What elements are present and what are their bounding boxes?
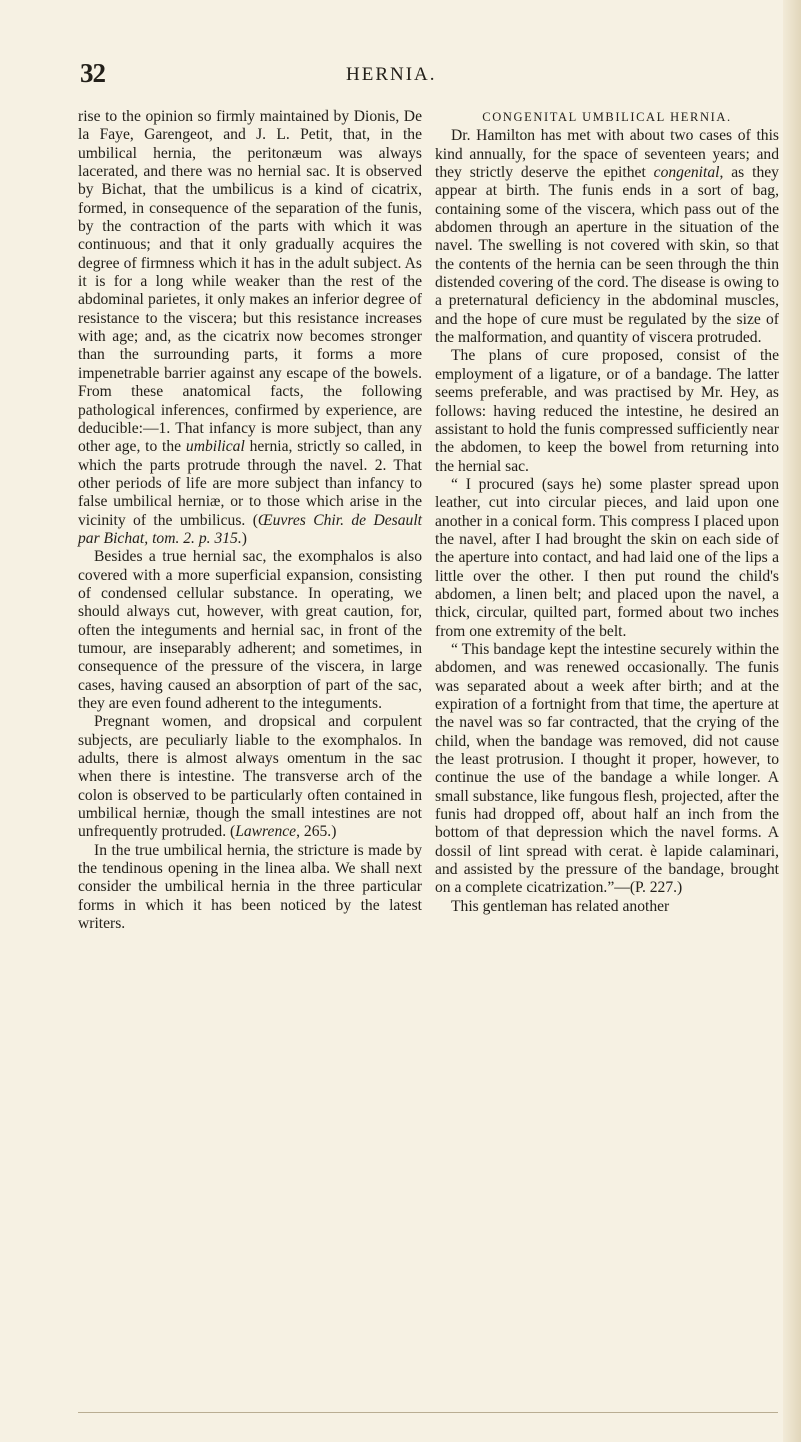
paragraph: The plans of cure proposed, consist of the employment of a ligature, or of a bandage. The latter seems preferable, and was practised by Mr. Hey, as follows: having reduced the intestine, he desired an assistant to hold the funis compressed sufficiently near the abdomen, to keep the bowel from returning into the hernial sac. xyxy=(435,347,779,475)
right-column xyxy=(435,108,779,916)
quoted-paragraph: “ I procured (says he) some plaster spread upon leather, cut into circular pieces, and laid upon one another in a conical form. This compress I placed upon the navel, after I had brought the skin on each side of the aperture into contact, and had laid one of the lips a little over the other. I then put round the child's abdomen, a linen belt; and placed upon the navel, a thick, circular, quilted part, formed about two inches from one extremity of the belt. xyxy=(435,475,779,640)
paragraph: This gentleman has related another xyxy=(451,897,670,915)
paragraph: rise to the opinion so firmly maintained by Dionis, De la Faye, Garengeot, and J. L. Petit, that, in the umbilical hernia, the peritonæum was always lacerated, and there was no hernial sac. It is observed by Bichat, that the umbilicus is a kind of cicatrix, formed, in consequence of the separation of the funis, by the contraction of the parts with which it was continuous; and that it only gradually acquires the degree of firmness which it has in the adult subject. As it is for a long while weaker than the rest of the abdominal parietes, it only makes an inferior degree of resistance to the viscera; but this resistance increases with age; and, as the cicatrix now becomes stronger than the surrounding parts, it forms a more impenetrable barrier against any escape of the bowels. From these anatomical facts, the following pathological inferences, confirmed by experience, are deducible:—1. That infancy is more subject, than any other age, to the umbilical hernia, strictly so called, in which the parts protrude through the navel. 2. That other periods of life are more subject than infancy to false umbilical herniæ, or to those which arise in the vicinity of the umbilicus. (Œuvres Chir. de Desault par Bichat, tom. 2. p. 315.) xyxy=(78,108,423,547)
citation: Lawrence xyxy=(235,823,297,841)
bottom-rule xyxy=(78,1412,778,1413)
page-number: 32 xyxy=(80,58,105,88)
paragraph: Dr. Hamilton has met with about two cases of this kind annually, for the space of seventeen years; and they strictly deserve the epithet congenital, as they appear at birth. The funis ends in a sort of bag, containing some of the viscera, which pass out of the abdomen through an aperture in the situation of the navel. The swelling is not covered with skin, so that the contents of the hernia can be seen through the thin distended covering of the cord. The disease is owing to a preternatural deficiency in the abdominal muscles, and the hope of cure must be regulated by the size of the malformation, and quantity of viscera protruded. xyxy=(435,127,779,347)
quoted-paragraph: “ This bandage kept the intestine securely within the abdomen, and was renewed occasionally. The funis was separated about a week after birth; and at the expiration of a fortnight from that time, the aperture at the navel was so far contracted, that the crying of the child, when the bandage was removed, did not cause the least protrusion. I thought it proper, however, to continue the use of the bandage a while longer. A small substance, like fungous flesh, projected, after the funis had dropped off, about half an inch from the bottom of that depression which the navel forms. A dossil of lint spread with cerat. è lapide calaminari, and assisted by the pressure of the bandage, brought on a complete cicatrization.”—(P. 227.) xyxy=(435,640,779,897)
paragraph: In the true umbilical hernia, the stricture is made by the tendinous opening in the linea alba. We shall next consider the umbilical hernia in the three particular forms in which it has been noticed by the latest writers. xyxy=(78,841,422,933)
paragraph: Pregnant women, and dropsical and corpulent subjects, are peculiarly liable to the exomphalos. In adults, there is almost always omentum in the sac when there is intestine. The transverse arch of the colon is observed to be particularly often contained in umbilical herniæ, though the small intestines are not unfrequently protruded. (Lawrence, 265.) xyxy=(78,713,422,841)
left-column xyxy=(78,108,422,933)
citation: Œuvres Chir. de Desault par Bichat, tom. 2. p. 315. xyxy=(78,511,423,547)
paragraph: Besides a true hernial sac, the exomphalos is also covered with a more superficial expansion, consisting of condensed cellular substance. In operating, we should always cut, however, with great caution, for, often the integuments and hernial sac, in front of the tumour, are inseparably adherent; and sometimes, in consequence of the pressure of the viscera, in large cases, having caused an absorption of part of the sac, they are even found adherent to the integuments. xyxy=(78,548,422,712)
page-spine-shadow xyxy=(783,0,801,1442)
section-heading: CONGENITAL UMBILICAL HERNIA. xyxy=(482,110,732,124)
running-head: HERNIA. xyxy=(346,64,437,85)
